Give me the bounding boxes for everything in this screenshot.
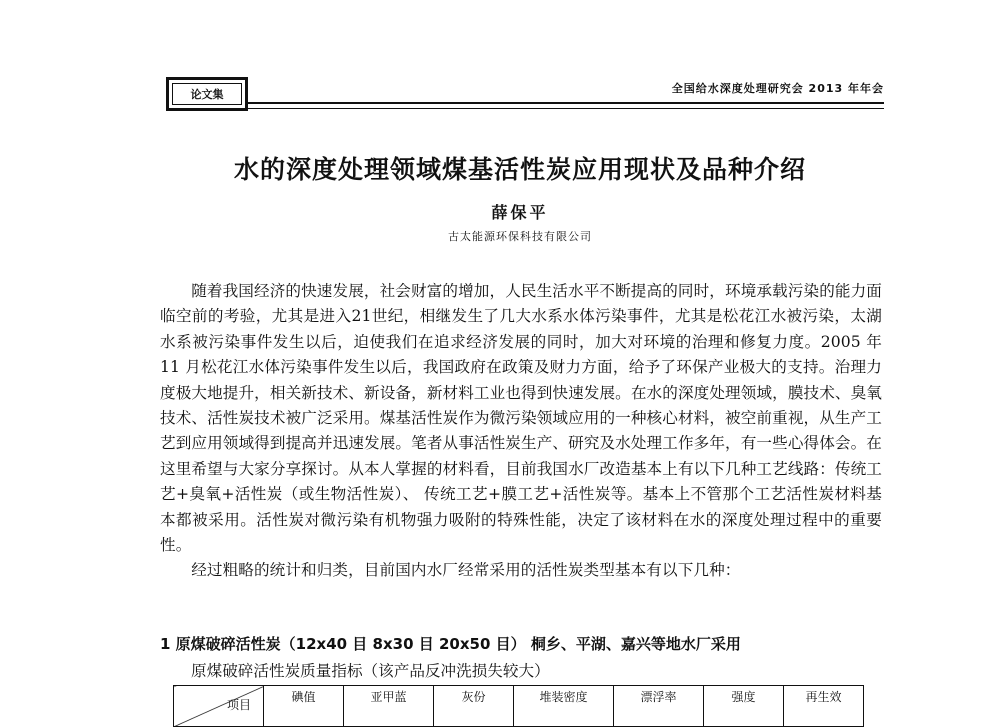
- body-text: [160, 279, 882, 584]
- table-header-cell: 亚甲蓝: [344, 686, 434, 727]
- author-affiliation: 古太能源环保科技有限公司: [448, 230, 592, 243]
- quality-table: [173, 685, 864, 727]
- table-header-cell: 堆装密度: [514, 686, 614, 727]
- section-label-box: [166, 77, 248, 111]
- header-rule: [248, 102, 884, 104]
- table-header-cell: 强度: [704, 686, 784, 727]
- section-label: 论文集: [190, 88, 224, 101]
- table-caption: 原煤破碎活性炭质量指标（该产品反冲洗损失较大）: [191, 662, 550, 680]
- table-header-row: [174, 686, 864, 727]
- header-rule-thin: [248, 108, 884, 109]
- table-header-cell: 碘值: [264, 686, 344, 727]
- table-header-cell: 漂浮率: [614, 686, 704, 727]
- table-header-cell: 再生效: [784, 686, 864, 727]
- paragraph-2: 经过粗略的统计和归类，目前国内水厂经常采用的活性炭类型基本有以下几种：: [191, 561, 741, 580]
- author-name: 薛保平: [491, 203, 549, 222]
- table-header-cell: 项目: [174, 686, 264, 727]
- paragraph-1: 随着我国经济的快速发展，社会财富的增加，人民生活水平不断提高的同时，环境承载污染的能力面临空前的考验，尤其是进入21世纪，相继发生了几大水系水体污染事件，尤其是松花江水被污染，太湖水系被污染事件发生以后，迫使我们在追求经济发展的同时，加大对环境的治理和修复力度。2005 年 11 月松花江水体污染事件发生以后，我国政府在政策及财力方面，给予了环保产业极大的支持。治理力度极大地提升，相关新技术、新设备，新材料工业也得到快速发展。在水的深度处理领域，膜技术、臭氧技术、活性炭技术被广泛采用。煤基活性炭作为微污染领域应用的一种核心材料，被空前重视，从生产工艺到应用领域得到提高并迅速发展。笔者从事活性炭生产、研究及水处理工作多年，有一些心得体会。在这里希望与大家分享探讨。从本人掌握的材料看，目前我国水厂改造基本上有以下几种工艺线路：传统工艺+臭氧+活性炭（或生物活性炭）、 传统工艺+膜工艺+活性炭等。基本上不管那个工艺活性炭材料基本都被采用。活性炭对微污染有机物强力吸附的特殊性能，决定了该材料在水的深度处理过程中的重要性。: [160, 282, 882, 555]
- paper-title: 水的深度处理领域煤基活性炭应用现状及品种介绍: [233, 155, 806, 184]
- section-heading: 1 原煤破碎活性炭（12x40 目 8x30 目 20x50 目） 桐乡、平湖、嘉兴等地水厂采用: [160, 635, 741, 653]
- conference-name: 全国给水深度处理研究会 2013 年年会: [671, 82, 884, 95]
- table-header-cell: 灰份: [434, 686, 514, 727]
